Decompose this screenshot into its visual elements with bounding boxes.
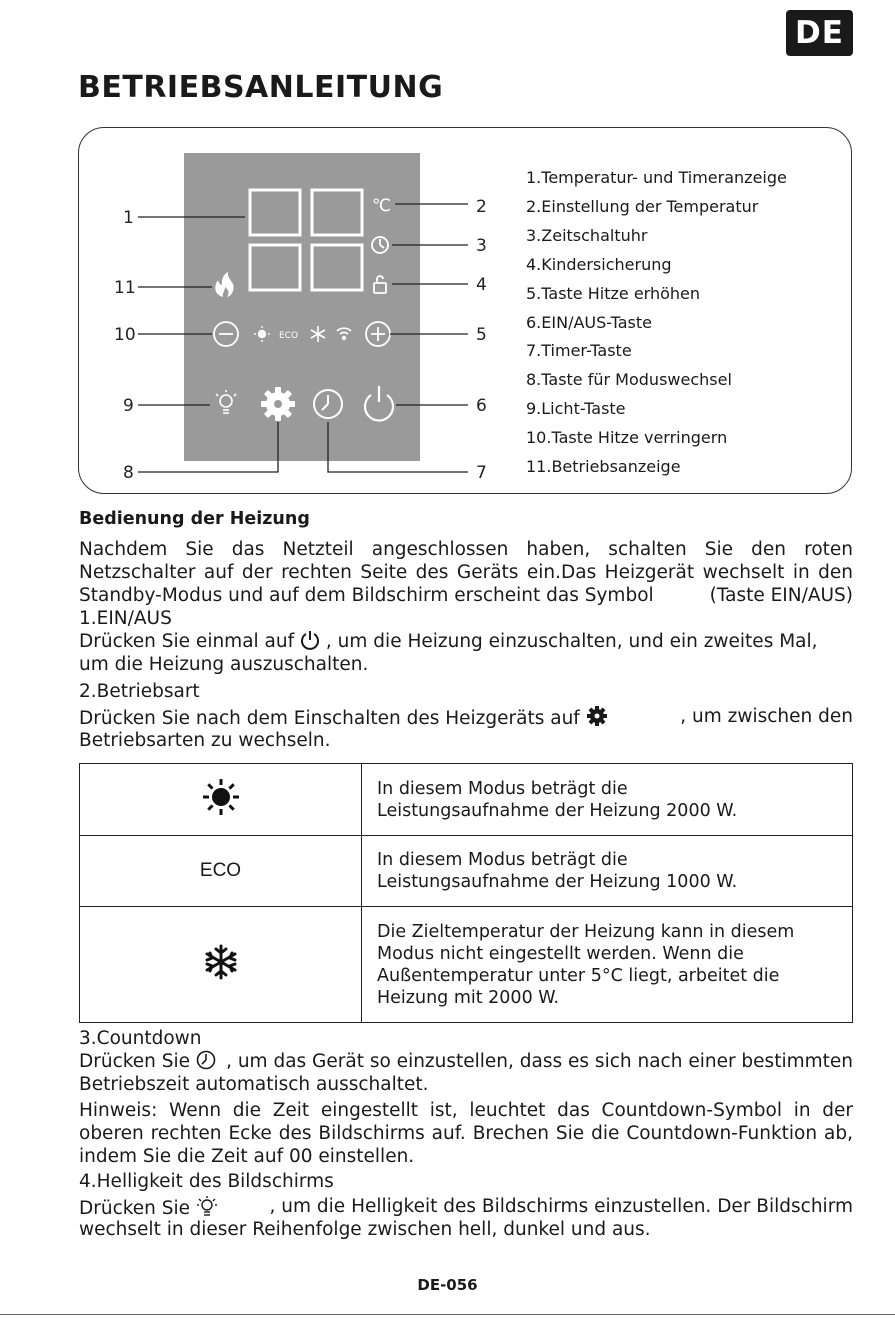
s2-heading: 2.Betriebsart [79, 681, 200, 702]
s4-heading: 4.Helligkeit des Bildschirms [79, 1171, 334, 1192]
power-icon [300, 630, 320, 650]
language-badge: DE [786, 10, 853, 56]
intro-line-3: Standby-Modus und auf dem Bildschirm erscheint das Symbol (Taste EIN/AUS) [79, 585, 853, 606]
celsius-symbol: ℃ [372, 196, 392, 216]
sun-icon [201, 777, 241, 817]
callout-8: 8 [123, 463, 134, 483]
s3-line-2: Betriebszeit automatisch ausschaltet. [79, 1074, 429, 1095]
s4-line-1: Drücken Sie , um die Helligkeit des Bildschirms einzustellen. Der Bildschirm [79, 1196, 853, 1219]
mode-desc: In diesem Modus beträgt die Leistungsaufnahme der Heizung 1000 W. [362, 836, 853, 907]
table-row [80, 907, 853, 1023]
callout-1: 1 [123, 208, 134, 228]
page-title: BETRIEBSANLEITUNG [78, 70, 444, 105]
light-bulb-icon [196, 1195, 218, 1217]
callout-9: 9 [123, 396, 134, 416]
s2-line-1: Drücken Sie nach dem Einschalten des Heizgeräts auf , um zwischen den [79, 706, 853, 729]
legend-item: 11.Betriebsanzeige [526, 457, 681, 477]
s3-line-1: Drücken Sie , um das Gerät so einzustellen, dass es sich nach einer bestimmten [79, 1051, 853, 1072]
legend-list [526, 164, 787, 482]
legend-item: 5.Taste Hitze erhöhen [526, 283, 701, 303]
legend-item: 3.Zeitschaltuhr [526, 225, 648, 245]
legend-item: 9.Licht-Taste [526, 399, 626, 419]
callout-4: 4 [476, 275, 487, 295]
callout-5: 5 [476, 325, 487, 345]
callout-10: 10 [114, 325, 136, 345]
mode-desc: In diesem Modus beträgt die Leistungsaufnahme der Heizung 2000 W. [362, 764, 853, 836]
eco-label-panel: ECO [279, 331, 299, 341]
s3-line-4: oberen rechten Ecke des Bildschirms auf. Brechen Sie die Countdown-Funktion ab, [79, 1123, 853, 1144]
s3-line-3: Hinweis: Wenn die Zeit eingestellt ist, leuchtet das Countdown-Symbol in der [79, 1100, 853, 1121]
callout-3: 3 [476, 236, 487, 256]
legend-item: 4.Kindersicherung [526, 254, 672, 274]
legend-item: 1.Temperatur- und Timeranzeige [526, 168, 787, 187]
bottom-rule [0, 1314, 895, 1315]
clock-icon [196, 1050, 216, 1070]
s1-line-1: Drücken Sie einmal auf , um die Heizung einzuschalten, und ein zweites Mal, [79, 631, 818, 652]
eco-label: ECO [199, 860, 242, 881]
modes-table [79, 763, 853, 1023]
s1-line-2: um die Heizung auszuschalten. [79, 654, 369, 675]
table-row [80, 764, 853, 836]
s3-line-5: indem Sie die Zeit auf 00 einstellen. [79, 1146, 415, 1167]
legend-item: 6.EIN/AUS-Taste [526, 312, 652, 332]
page-number: DE-056 [417, 1276, 478, 1294]
s2-line-2: Betriebsarten zu wechseln. [79, 730, 331, 751]
callout-11: 11 [114, 278, 136, 298]
legend-item: 8.Taste für Moduswechsel [526, 370, 732, 390]
intro-line-2: Netzschalter auf der rechten Seite des Geräts ein.Das Heizgerät wechselt in den [79, 562, 853, 583]
legend-item: 10.Taste Hitze verringern [526, 428, 728, 448]
s3-heading: 3.Countdown [79, 1028, 202, 1049]
table-row [80, 836, 853, 907]
callout-6: 6 [476, 396, 487, 416]
gear-icon [586, 705, 608, 727]
mode-icon-cell [80, 907, 362, 1023]
gear-icon [261, 387, 295, 421]
mode-icon-cell [80, 836, 362, 907]
section-heading: Bedienung der Heizung [79, 509, 310, 529]
legend-item: 2.Einstellung der Temperatur [526, 196, 759, 216]
s4-line-2: wechselt in dieser Reihenfolge zwischen hell, dunkel und aus. [79, 1219, 651, 1240]
legend-item: 7.Timer-Taste [526, 341, 632, 361]
mode-icon-cell [80, 764, 362, 836]
callout-7: 7 [476, 463, 487, 483]
mode-desc: Die Zieltemperatur der Heizung kann in diesem Modus nicht eingestellt werden. Wenn die Außentemperatur unter 5°C liegt, arbeitet die Heizung mit 2000 W. [362, 907, 853, 1023]
callout-2: 2 [476, 197, 487, 217]
s1-heading: 1.EIN/AUS [79, 608, 172, 629]
intro-line-1: Nachdem Sie das Netzteil angeschlossen haben, schalten Sie den roten [79, 539, 853, 560]
snowflake-icon [202, 943, 240, 981]
